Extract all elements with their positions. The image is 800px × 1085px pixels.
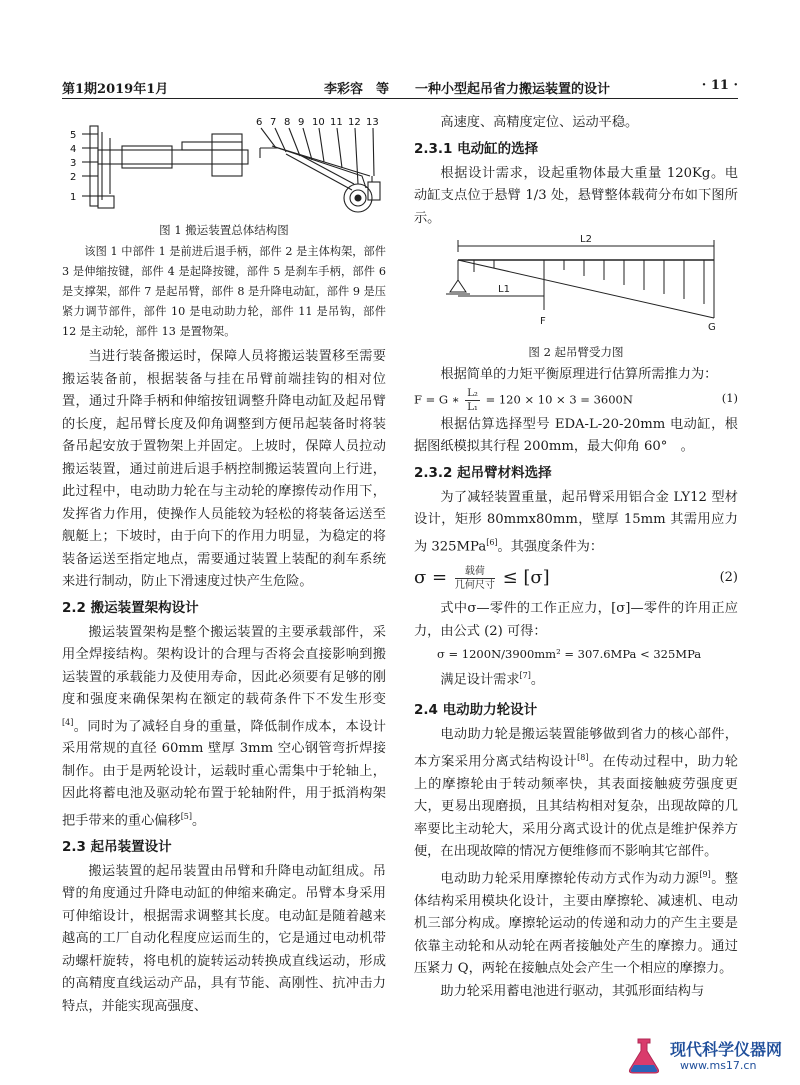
figure-1-note	[62, 242, 386, 342]
figure-1	[62, 112, 386, 216]
right-column	[414, 112, 738, 1003]
label-7: 7	[270, 117, 277, 128]
label-12: 12	[348, 117, 361, 128]
figure-2-caption: 图 2 起吊臂受力图	[528, 345, 624, 359]
citation: [9]	[699, 869, 711, 879]
fig1-parts-description: 该图 1 中部件 1 是前进后退手柄，部件 2 是主体构架，部件 3 是伸缩按键，部件 4 是起降按键，部件 5 是刹车手柄，部件 6 是支撑架，部件 7 是起吊臂，部件 8 是升降电动缸，部件 9 是压紧力调节部件，部件 10 是电动助力轮，部件 11 是吊钩，部件 12 是主动轮，部件 13 是置物架。	[62, 245, 386, 338]
section-2-3-1-heading: 2.3.1 电动缸的选择	[414, 140, 539, 157]
label-2: 2	[70, 172, 77, 183]
issue-info: 第1期2019年1月	[62, 82, 169, 97]
figure-2	[414, 230, 738, 338]
paragraph-operation: 当进行装备搬运时，保障人员将搬运装置移至需要搬运装备前，根据装备与挂在吊臂前端挂钩的相对位置，通过升降手柄和伸缩按钮调整升降电动缸及起吊臂的长度，起吊臂长度及仰角调整到方便吊起装备时将装备吊起安放于置物架上并固定。上坡时，保障人员拉动搬运装置，通过前进后退手柄控制搬运装置向上行进，此过程中，电动助力轮在与主动轮的摩擦传动作用下，发挥省力作用，使操作人员能较为轻松的将装备运送至舰艇上；下坡时，由于向下的作用力明显，为稳定的将装备运送至指定地点，需要通过装置上装配的刹车系统来进行制动，防止下滑速度过快产生危险。	[62, 349, 386, 589]
citation: [7]	[519, 671, 531, 681]
carrier-structure-drawing	[62, 112, 386, 216]
watermark-url: www.ms17.cn	[680, 1059, 757, 1072]
section-2-2-heading: 2.2 搬运装置架构设计	[62, 599, 199, 616]
equation-2: σ = $\frac{\text{载荷}}{\text{几何尺寸}}$ ≤ [σ] (2)	[414, 558, 738, 598]
paragraph-stress-definition: 式中σ—零件的工作正应力，[σ]—零件的许用正应力，由公式 (2) 可得：	[414, 601, 738, 639]
equation-number: (1)	[721, 390, 738, 405]
label-6: 6	[256, 117, 263, 128]
watermark-logo	[622, 1033, 792, 1079]
left-column	[62, 112, 386, 1018]
label-1: 1	[70, 192, 77, 203]
equation-3: σ = 1200N/3900mm² = 307.6MPa < 325MPa	[437, 647, 702, 662]
watermark-name: 现代科学仪器网	[670, 1040, 783, 1059]
figure-1-caption: 图 1 搬运装置总体结构图	[159, 223, 289, 237]
paragraph-friction-drive: 电动助力轮采用摩擦轮传动方式作为动力源[9]。整体结构采用模块化设计，主要由摩擦轮、减速机、电动机三部分构成。摩擦轮运动的传递和动力的产生主要是依靠主动轮和从动轮在两者接触处产生的摩擦力。通过压紧力 Q，两轮在接触点处会产生一个相应的摩擦力。	[414, 869, 739, 977]
paragraph-material: 为了减轻装置重量，起吊臂采用铝合金 LY12 型材设计，矩形 80mmx80mm，壁厚 15mm 其需用应力为 325MPa[6]。其强度条件为：	[414, 489, 738, 554]
label-10: 10	[312, 117, 325, 128]
header-title: 李彩容 等 一种小型起吊省力搬运装置的设计	[324, 82, 611, 97]
paragraph-continued: 高速度、高精度定位、运动平稳。	[440, 115, 639, 130]
section-2-3-heading: 2.3 起吊装置设计	[62, 838, 172, 855]
paragraph-frame-design: 搬运装置架构是整个搬运装置的主要承载部件，采用全焊接结构。架构设计的合理与否将会直接影响到搬运装置的承载能力及使用寿命，因此必须要有足够的刚度和强度来确保架构在额定的载荷条件下不发生形变[4]。同时为了减轻自身的重量，降低制作成本，本设计采用常规的直径 60mm 壁厚 3mm 空心钢管弯折焊接制作。由于是两轮设计，运载时重心需集中于轮轴上，因此将蓄电池及驱动轮布置于轮轴附件，用于抵消构架把手带来的重心偏移[5]。	[62, 624, 386, 829]
citation: [4]	[62, 717, 74, 727]
paragraph-cylinder-model: 根据估算选择型号 EDA-L-20-20mm 电动缸，根据图纸模拟其行程 200mm，最大仰角 60° 。	[414, 416, 738, 454]
citation: [5]	[180, 811, 193, 821]
equation-1: F = G ∗ $\frac{\text{L₂}}{\text{L₁}}$ = 120 × 10 × 3 = 3600N (1)	[414, 387, 738, 413]
label-8: 8	[284, 117, 291, 128]
paragraph-moment-balance: 根据简单的力矩平衡原理进行估算所需推力为：	[440, 367, 718, 382]
label-11: 11	[330, 117, 343, 128]
label-g: G	[708, 322, 716, 333]
section-2-4-heading: 2.4 电动助力轮设计	[414, 702, 538, 719]
label-4: 4	[70, 144, 77, 155]
equation-number: (2)	[719, 570, 738, 586]
label-5: 5	[70, 130, 77, 141]
boom-force-diagram	[414, 230, 738, 338]
paragraph-assist-wheel: 电动助力轮是搬运装置能够做到省力的核心部件，本方案采用分离式结构设计[8]。在传动过程中，助力轮上的摩擦轮由于转动频率快，其表面接触疲劳强度更大，更易出现磨损，且其结构相对复杂，出现故障的几率要比主动轮大，采用分离式设计的优点是维护保养方便，在出现故障的情况方便维修而不影响其它部件。	[414, 727, 738, 860]
running-header	[62, 76, 738, 99]
flask-icon	[622, 1033, 666, 1077]
section-2-3-2-heading: 2.3.2 起吊臂材料选择	[414, 464, 552, 481]
citation: [8]	[577, 752, 589, 762]
page-number: · 11 ·	[701, 78, 738, 93]
label-3: 3	[70, 158, 77, 169]
label-l2: L2	[580, 234, 592, 245]
label-f: F	[540, 316, 546, 327]
paragraph-meets-requirement: 满足设计需求[7]。	[440, 671, 545, 688]
paragraph-battery: 助力轮采用蓄电池进行驱动，其弧形面结构与	[440, 983, 705, 999]
label-13: 13	[366, 117, 379, 128]
label-9: 9	[298, 117, 305, 128]
citation: [6]	[486, 537, 498, 547]
paragraph-cylinder-selection: 根据设计需求，设起重物体最大重量 120Kg。电动缸支点位于悬臂 1/3 处，悬臂整体载荷分布如下图所示。	[414, 165, 738, 226]
paragraph-lifting-device: 搬运装置的起吊装置由吊臂和升降电动缸组成。吊臂的角度通过升降电动缸的伸缩来确定。吊臂本身采用可伸缩设计，根据需求调整其长度。电动缸是随着越来越高的工厂自动化程度应运而生的，它是通过电动机带动螺杆旋转，将电机的旋转运动转换成直线运动，形成的高精度直线运动产品，具有节能、高刚性、抗冲击力特点，并能实现高强度、	[62, 863, 386, 1014]
label-l1: L1	[498, 284, 510, 295]
